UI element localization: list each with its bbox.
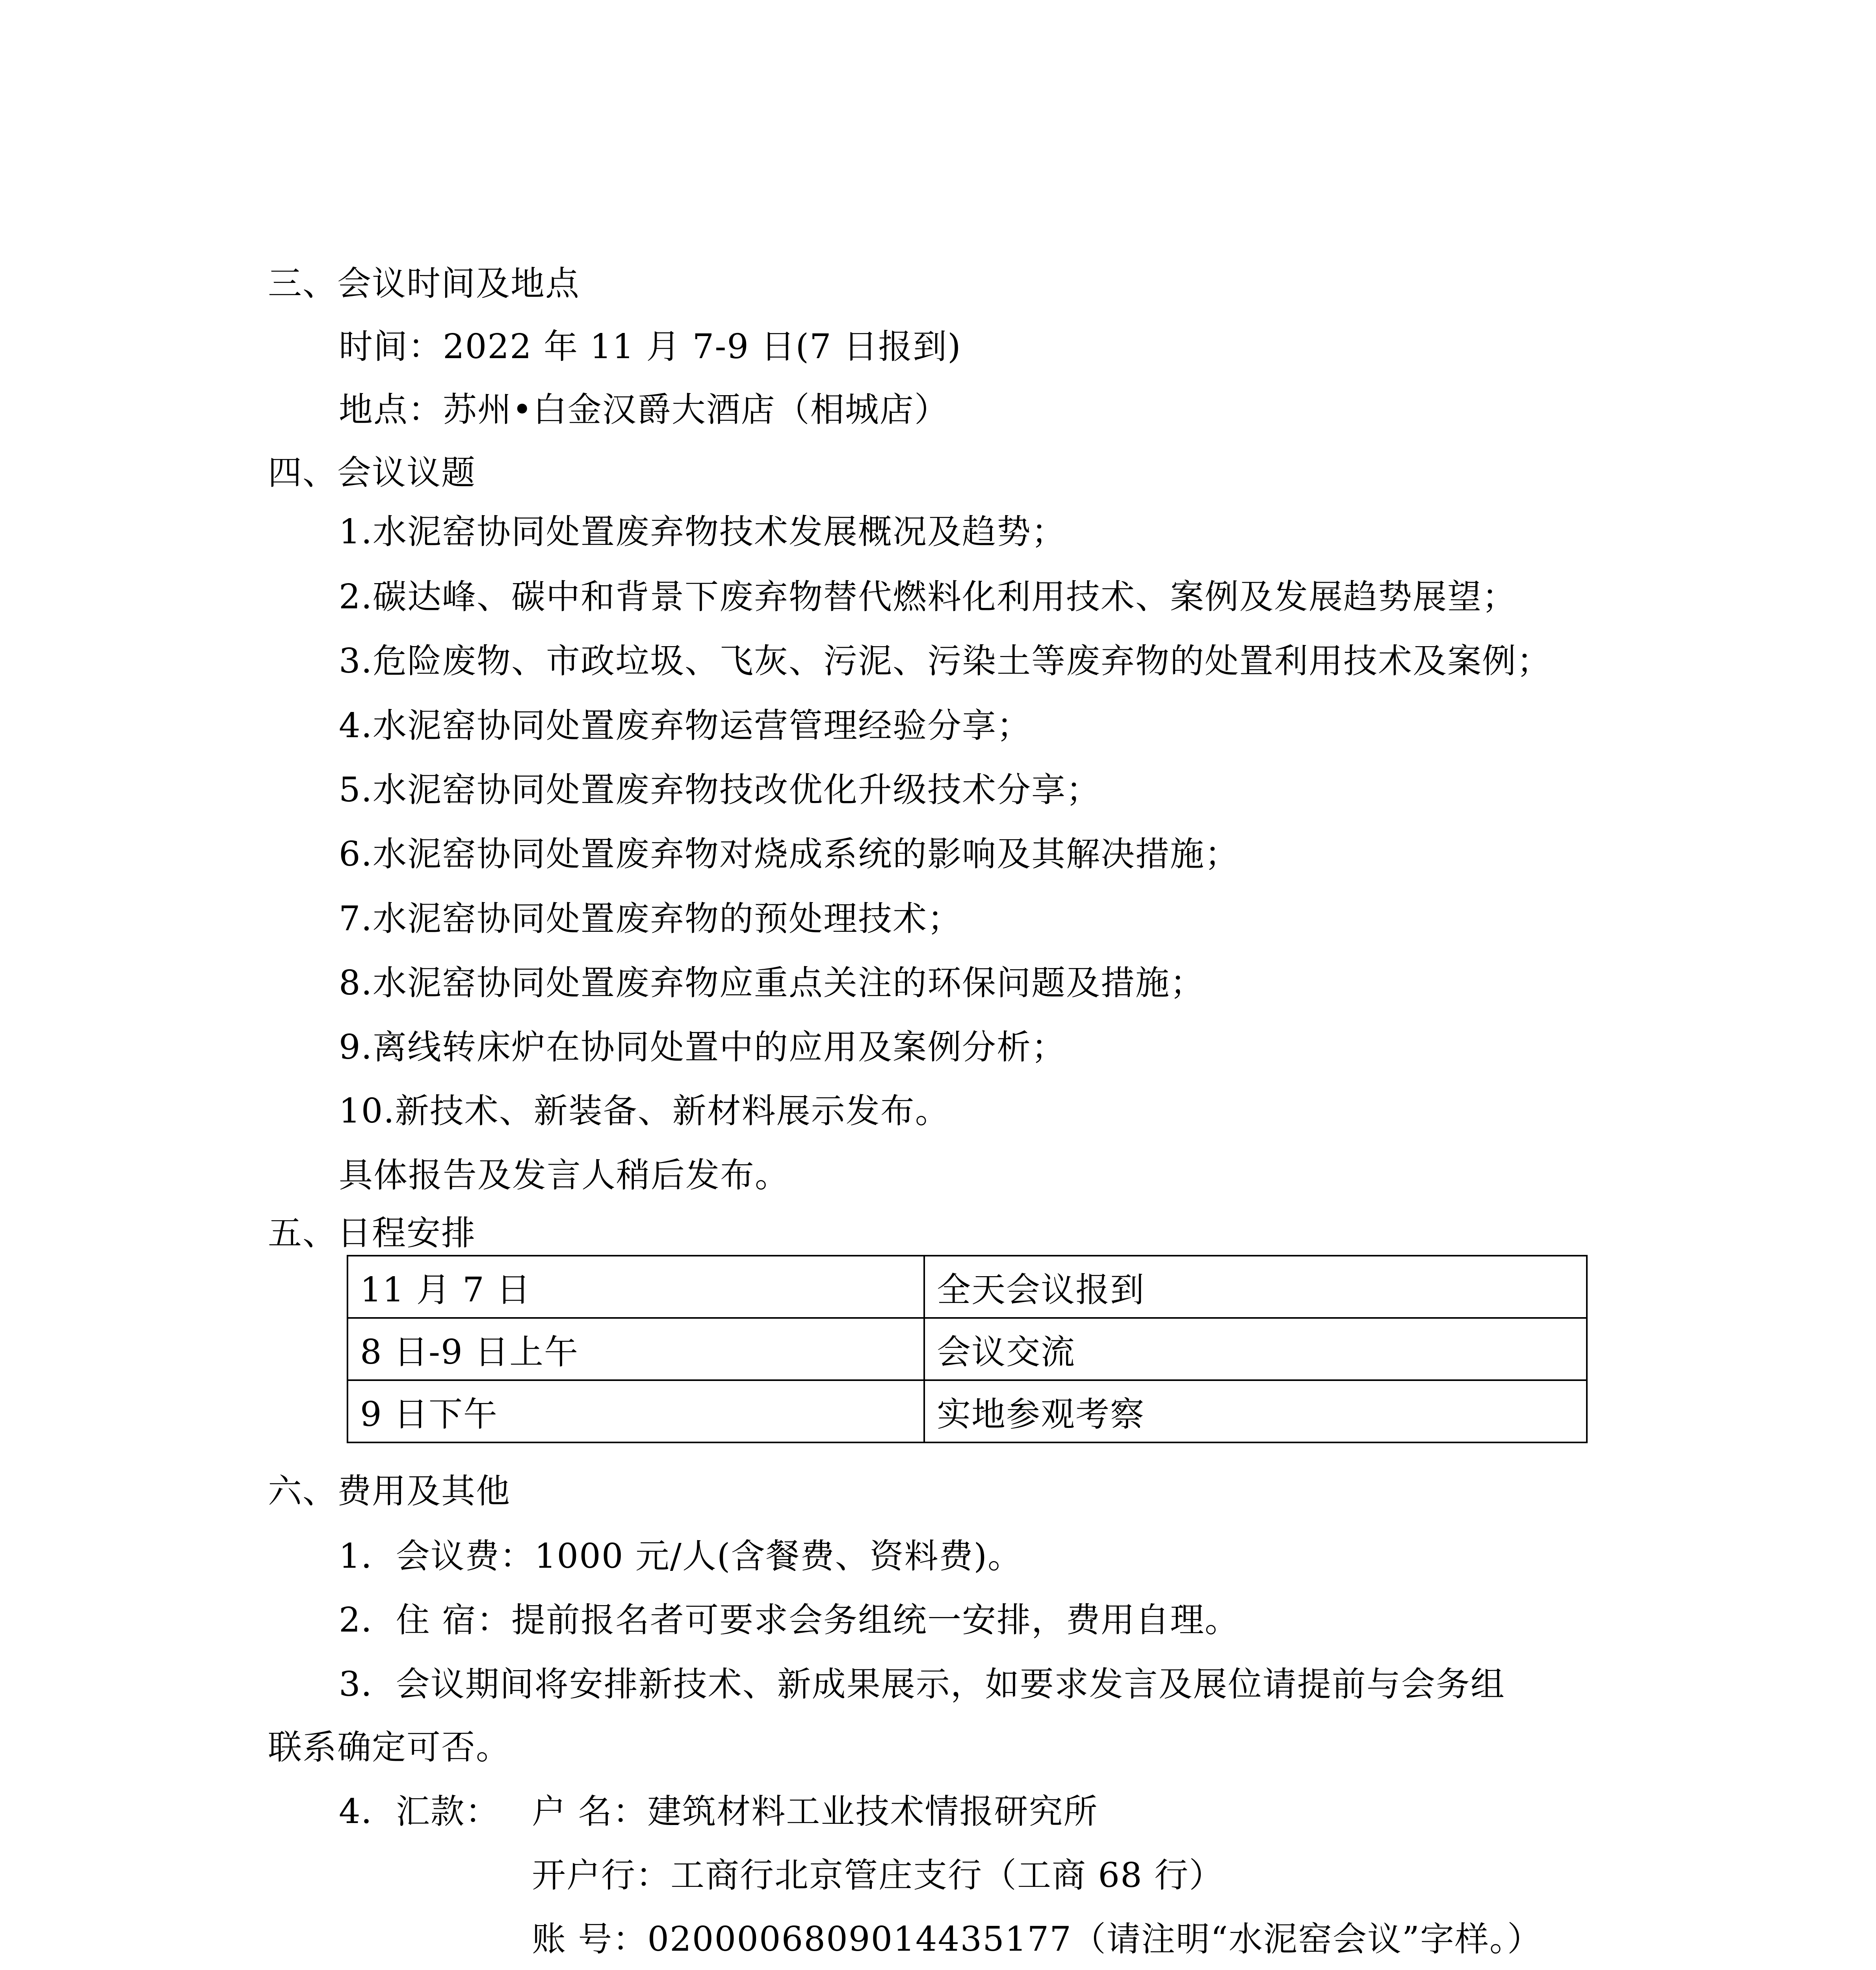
exhibit-item-line1: 3．会议期间将安排新技术、新成果展示，如要求发言及展位请提前与会务组 bbox=[339, 1665, 1505, 1704]
schedule-date: 9 日下午 bbox=[347, 1380, 924, 1442]
account-name: 户 名：建筑材料工业技术情报研究所 bbox=[532, 1792, 1098, 1831]
fee-item: 1．会议费：1000 元/人(含餐费、资料费)。 bbox=[339, 1537, 1022, 1576]
exhibit-item-line2: 联系确定可否。 bbox=[268, 1728, 511, 1767]
bank-name: 开户行：工商行北京管庄支行（工商 68 行） bbox=[532, 1856, 1224, 1895]
schedule-activity: 会议交流 bbox=[924, 1318, 1587, 1380]
schedule-activity: 实地参观考察 bbox=[924, 1380, 1587, 1442]
meeting-time: 时间：2022 年 11 月 7-9 日(7 日报到) bbox=[339, 327, 962, 366]
topic-note: 具体报告及发言人稍后发布。 bbox=[339, 1156, 789, 1195]
schedule-date: 8 日-9 日上午 bbox=[347, 1318, 924, 1380]
table-row bbox=[347, 1318, 1587, 1380]
schedule-date: 11 月 7 日 bbox=[347, 1256, 924, 1318]
topic-item: 1.水泥窑协同处置废弃物技术发展概况及趋势； bbox=[339, 512, 1066, 552]
topic-item: 5.水泥窑协同处置废弃物技改优化升级技术分享； bbox=[339, 770, 1101, 810]
section4-heading: 四、会议议题 bbox=[268, 453, 476, 492]
topic-item: 3.危险废物、市政垃圾、飞灰、污泥、污染土等废弃物的处置利用技术及案例； bbox=[339, 641, 1552, 681]
schedule-table bbox=[347, 1255, 1588, 1443]
section6-heading: 六、费用及其他 bbox=[268, 1472, 511, 1511]
remit-label: 4．汇款： bbox=[339, 1792, 500, 1831]
schedule-activity: 全天会议报到 bbox=[924, 1256, 1587, 1318]
table-row bbox=[347, 1380, 1587, 1442]
topic-item: 2.碳达峰、碳中和背景下废弃物替代燃料化利用技术、案例及发展趋势展望； bbox=[339, 577, 1517, 617]
topic-item: 10.新技术、新装备、新材料展示发布。 bbox=[339, 1091, 950, 1131]
section3-heading: 三、会议时间及地点 bbox=[268, 264, 580, 303]
topic-item: 8.水泥窑协同处置废弃物应重点关注的环保问题及措施； bbox=[339, 963, 1205, 1003]
topic-item: 7.水泥窑协同处置废弃物的预处理技术； bbox=[339, 899, 962, 939]
topic-item: 9.离线转床炉在协同处置中的应用及案例分析； bbox=[339, 1028, 1066, 1067]
lodging-item: 2．住 宿：提前报名者可要求会务组统一安排，费用自理。 bbox=[339, 1600, 1240, 1640]
meeting-place: 地点：苏州•白金汉爵大酒店（相城店） bbox=[339, 390, 949, 429]
section5-heading: 五、日程安排 bbox=[268, 1214, 476, 1253]
table-row bbox=[347, 1256, 1587, 1318]
topic-item: 4.水泥窑协同处置废弃物运营管理经验分享； bbox=[339, 706, 1032, 745]
topic-item: 6.水泥窑协同处置废弃物对烧成系统的影响及其解决措施； bbox=[339, 834, 1240, 874]
account-number: 账 号：0200006809014435177（请注明“水泥窑会议”字样。） bbox=[532, 1920, 1542, 1959]
